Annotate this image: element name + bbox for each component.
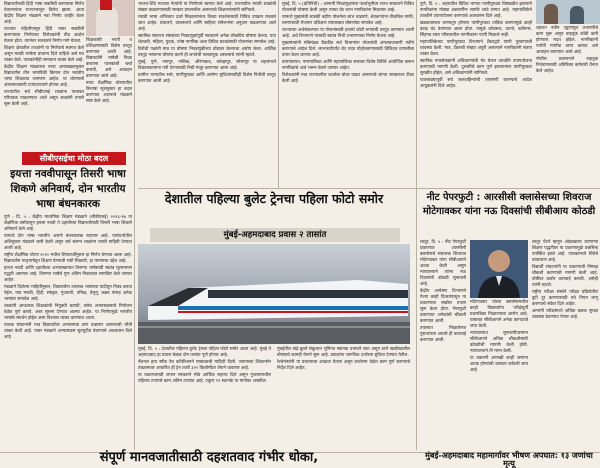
bullet-train-icon bbox=[138, 244, 410, 344]
top-left-text-2: शिक्षकांची भरती व प्रशिक्षणासाठी विशेष तरतूद करण्यात आली आहे. विद्यार्थ्यांनी भाषेची निवड करताना पालकांशी चर्चा करावी, असे आवाहन करण्यात आले आहे. नव्या शैक्षणिक धोरणातील त्रिभाषा सूत्रानुसार हा बदल करण्यात आल्याचे मंडळाने स्पष्ट केले आहे. bbox=[86, 38, 132, 104]
top-right-photo bbox=[536, 0, 600, 24]
middle-text: मुंबई, दि. ५ (प्रतिनिधी) : आगामी निवडणुकांच्या पार्श्वभूमीवर राज्य सरकारने विविध योजनांची घोषणा केली असून त्याचा थेट लाभ नागरिकांना मिळणार आहे. यामध्ये मुख्यमंत्री लाडकी बहीण योजनेचा लाभ वाढवणे, शेतकऱ्यांना वीजबिल माफी, तरुणांसाठी रोजगार प्रशिक्षण यांसारख्या घोषणांचा समावेश आहे. राज्याच्या अर्थसंकल्पात या योजनांसाठी हजारो कोटी रुपयांची तरतूद करण्यात आली आहे. अर्थ विभागाने यासाठी स्वतंत्र निधी उभारण्याचा निर्णय घेतला आहे. मुख्यमंत्र्यांनी मंत्रिमंडळ बैठकीत सर्व विभागांना योजनांची अंमलबजावणी गतीने करण्याचे आदेश दिले. लाभार्थ्यांपर्यंत थेट मदत पोहोचवण्यासाठी डिजिटल प्रणालीचा वापर केला जाणार आहे. ग्रामपंचायत, नगरपालिका आणि महापालिका स्तरावर विशेष शिबिरे आयोजित करून नागरिकांचे अर्ज भरून घेतले जाणार आहेत. विरोधकांनी मात्र राज्यावरील कर्जाचा बोजा वाढत असल्याचे सांगत सरकारवर टीका केली आहे. bbox=[282, 2, 414, 84]
bottom-right-headline: मुंबई-अहमदाबाद महामार्गावर भीषण अपघात: १३ जणांचा मृत्यू bbox=[425, 451, 593, 468]
bullet-train-headline: देशातील पहिल्या बुलेट ट्रेनचा पहिला फोटो समोर bbox=[164, 191, 384, 206]
cbse-body: पुणे : दि. ५ : केंद्रीय माध्यमिक शिक्षण मंडळाने (सीबीएसई) २०२६-२७ या शैक्षणिक वर्षापासून इयत्ता नववी ते दहावीच्या विद्यार्थ्यांसाठी तिसरी भाषा शिकणे अनिवार्य केले आहे. यामध्ये दोन भाषा भारतीय असणे बंधनकारक राहणार आहे. यासंदर्भातील अधिसूचना मंडळाने जारी केली असून सर्व संलग्न शाळांना त्याची माहिती देण्यात आली आहे. राष्ट्रीय शैक्षणिक धोरण २०२० मधील शिफारशींनुसार हा निर्णय घेण्यात आला आहे. विद्यार्थ्यांना मातृभाषेतून शिक्षण घेण्याची संधी मिळावी, हा यामागचा उद्देश आहे. इयत्ता नववी आणि दहावीच्या अभ्यासक्रमात तिसऱ्या भाषेसाठी स्वतंत्र मूल्यमापन पद्धती असणार आहे. तिसऱ्या भाषेचे गुण अंतिम निकालात समाविष्ट केले जाणार आहेत. मंडळाने दिलेल्या माहितीनुसार, विद्यार्थ्यांना उपलब्ध भाषांच्या यादीतून निवड करता येईल. यात मराठी, हिंदी, संस्कृत, गुजराती, तमिळ, तेलुगू, कन्नड यांसह अनेक भाषांचा समावेश आहे. शाळांनी आवश्यक शिक्षकांची नियुक्ती करावी, तसेच अभ्यासक्रमाचे नियोजन वेळेत पूर्ण करावे, अशा सूचना देण्यात आल्या आहेत. या निर्णयामुळे भारतीय भाषांचे संवर्धन होईल असा विश्वास व्यक्त करण्यात आला. पालक संघटनांनी मात्र विद्यार्थ्यांवर अभ्यासाचा ताण वाढणार असल्याची भीती व्यक्त केली आहे. यावर मंडळाने अभ्यासक्रम सुटसुटीत ठेवण्याचे आश्वासन दिले आहे. bbox=[4, 215, 132, 340]
bottom-left-headline: संपूर्ण मानवजातीसाठी दहशतवाद गंभीर धोका, bbox=[99, 450, 319, 465]
middle-left-text: भाजप-शिंदे गटाच्या नेत्यांनी या निर्णयाचे स्वागत केले आहे. राज्यातील मराठी शाळांची संख्या वाढवण्यासाठी सरकार प्रयत्नशील असल्याचे शिक्षणमंत्र्यांनी सांगितले. मराठी भाषा अभिजात दर्जा मिळाल्यानंतर तिच्या संवर्धनासाठी विविध उपक्रम राबवले जात आहेत. ग्रंथालये, वाचनालये आणि साहित्य संमेलनांना अनुदान वाढवण्यात आले आहे. स्थानिक स्वराज्य संस्थांच्या निवडणुकांपूर्वी सरकारने अनेक लोकप्रिय घोषणा केल्या. यात शेतकरी, महिला, युवक, ज्येष्ठ नागरिक अशा विविध घटकांसाठी योजनांचा समावेश आहे. विरोधी पक्षांनी मात्र या घोषणा निवडणुकीच्या तोंडावर केल्याचा आरोप केला. आर्थिक तरतूद नसताना घोषणा करणे ही जनतेची फसवणूक असल्याचे त्यांनी म्हटले. मुंबई, पुणे, नागपूर, नाशिक, औरंगाबाद, कोल्हापूर, सोलापूर या शहरांमध्ये विकासकामांना गती देण्यासाठी निधी मंजूर करण्यात आला आहे. ग्रामीण भागातील रस्ते, पाणीपुरवठा आणि आरोग्य सुविधांसाठीही विशेष निधीची तरतूद करण्यात आली आहे. bbox=[138, 2, 276, 84]
cbse-tag: सीबीएसईचा मोठा बदल bbox=[22, 152, 126, 165]
neet-body-left: लातूर, दि. ५ : नीट पेपरफुटी प्रकरणात आरसीसी क्लासेसचे संचालक शिवराज मोटेगावकर यांना सीबीआयने अटक केली असून न्यायालयाने त्यांना नऊ दिवसांची कोठडी सुनावली आहे. केंद्रीय अन्वेषण विभागाने गेल्या काही दिवसांपासून या प्रकरणाचा सखोल तपास सुरू केला होता. पेपरफुटी प्रकरणात अनेकांची चौकशी करण्यात आली. तपासात मिळालेल्या पुराव्यांच्या आधारे ही कारवाई करण्यात आली. bbox=[420, 240, 466, 343]
right-text-2: शहरात नवीन उड्डाणपूल उभारणीचे काम सुरू असून वाहतूक कोंडी कमी होण्यास मदत होईल. नागरिकांनी पर्यायी मार्गांचा वापर करावा असे आवाहन करण्यात आले आहे. पोलीस प्रशासनाने वाहतूक नियंत्रणासाठी अतिरिक्त कर्मचारी तैनात केले आहेत. bbox=[536, 26, 598, 74]
neet-body-right: लातूर पॅटर्न म्हणून ओळखल्या जाणाऱ्या शिक्षण पद्धतीवर या प्रकरणामुळे प्रश्नचिन्ह उपस्थित झाले आहे. पालकांमध्ये चिंतेचे वातावरण आहे. विद्यार्थी संघटनांनी या प्रकरणाची निष्पक्ष चौकशी करण्याची मागणी केली आहे. दोषींवर कठोर कारवाई करावी, असेही त्यांनी म्हटले. राष्ट्रीय परीक्षा संस्थेने परीक्षा प्रक्रियेतील त्रुटी दूर करण्यासाठी नवे नियम लागू करण्याचे संकेत दिले आहेत. आगामी परीक्षांमध्ये अधिक कडक सुरक्षा व्यवस्था ठेवण्यात येणार आहे. bbox=[532, 240, 598, 320]
portrait-icon bbox=[470, 240, 528, 298]
bullet-train-photo bbox=[138, 244, 410, 344]
neet-headline: नीट पेपरफुटी : आरसीसी क्लासेसच्या शिवराज मोटेगावकर यांना नऊ दिवसांची सीबीआय कोठडी bbox=[422, 192, 596, 217]
cbse-headline: इयत्ता नववीपासून तिसरी भाषा शिकणे अनिवार्य, दोन भारतीय भाषा बंधनकारक bbox=[10, 168, 126, 210]
top-left-text: विद्यार्थ्यांसाठी हिंदी भाषा सक्तीची करण्याचा निर्णय घेतल्यानंतर राज्यभरातून विरोध झाला. आता केंद्रीय शिक्षण मंडळाने नवा निर्णय जाहीर केला आहे. राज्यात पहिलीपासून हिंदी भाषा सक्तीची करण्याच्या निर्णयावर विरोधकांनी तीव्र आक्षेप घेतला होता. त्यानंतर सरकारने निर्णय मागे घेतला. शिक्षण क्षेत्रातील तज्ज्ञांनी या निर्णयाचे स्वागत केले असून मराठी भाषेला प्राधान्य दिले पाहिजे असे मत व्यक्त केले. पालकांनीही समाधान व्यक्त केले आहे. केंद्रीय शिक्षण मंडळाच्या नव्या आराखड्यानुसार विद्यार्थ्यांना तीन भाषांपैकी किमान दोन भारतीय भाषा शिकाव्या लागणार आहेत. या धोरणाची अंमलबजावणी टप्प्याटप्प्याने होणार आहे. राज्यातील सर्व सीबीएसई शाळांना याबाबत परिपत्रक पाठवण्यात आले असून शाळांनी तयारी सुरू केली आहे. bbox=[4, 2, 84, 107]
bullet-train-subhead: मुंबई-अहमदाबाद प्रवास २ तासांत bbox=[150, 228, 400, 242]
neet-body-mid: मोटेगावकर यांच्या क्लासेसमधील काही विद्यार्थ्यांना परीक्षेपूर्वी प्रश्नपत्रिका मिळाल्याचा आरोप आहे. याबाबत सीबीआयने अनेक कागदपत्रे जप्त केली. न्यायालयात सुनावणीदरम्यान सीबीआयने अधिक चौकशीसाठी कोठडीची मागणी केली होती. न्यायालयाने ती मान्य केली. या प्रकरणी आणखी काही जणांना अटक होण्याची शक्यता वर्तवली जात आहे. bbox=[470, 300, 528, 373]
right-text: पुणे, दि. ५ : शहरातील विविध भागात पाणीपुरवठा विस्कळीत झाल्याने नागरिकांना मोठ्या अडचणींना सामोरे जावे लागत आहे. महापालिकेने तातडीने उपाययोजना करण्याचे आश्वासन दिले आहे. खडकवासला धरणातून होणारा पाणीपुरवठा तांत्रिक कारणामुळे काही काळ बंद ठेवण्यात आला होता. यामुळे कोथरूड, वारजे, कर्वेनगर, सिंहगड रस्ता परिसरातील नागरिकांना पाणी मिळाले नाही. महापालिकेच्या पाणीपुरवठा विभागाने टँकरद्वारे पाणी पुरवण्याची व्यवस्था केली. मात्र, टँकरची संख्या अपुरी असल्याने नागरिकांनी संताप व्यक्त केला. स्थानिक नगरसेवकांनी अधिकाऱ्यांची भेट घेऊन तातडीने उपाययोजना करण्याची मागणी केली. दुरुस्तीचे काम पूर्ण झाल्यानंतर पाणीपुरवठा सुरळीत होईल, असे अधिकाऱ्यांनी सांगितले. पावसाळ्यापूर्वी सर्व जलवाहिन्यांची तपासणी करण्याचे आदेश आयुक्तांनी दिले आहेत. bbox=[420, 2, 532, 89]
bullet-train-caption: मुंबई, दि. ५ : देशातील पहिल्या बुलेट ट्रेनचा पहिला फोटो समोर आला आहे. मुंबई ते अहमदाबाद हा प्रवास केवळ दोन तासांत पूर्ण होणार आहे. नॅशनल हाय स्पीड रेल कॉर्पोरेशनने याबाबतची माहिती दिली. जपानच्या शिंकान्सेन तंत्रज्ञानावर आधारित ही ट्रेन ताशी ३२० किलोमीटर वेगाने धावणार आहे. या प्रकल्पासाठी जपान सरकारने मोठे आर्थिक सहाय्य दिले असून गुजरातमधील पहिल्या टप्प्याचे काम अंतिम टप्प्यात आहे. एकूण १२ स्थानके या मार्गावर असतील. मुंबईतील वांद्रे-कुर्ला संकुलात भूमिगत स्थानक उभारले जात असून ठाणे खाडीखालील बोगद्याचे कामही वेगाने सुरू आहे. प्रवाशांना जागतिक दर्जाच्या सुविधा देण्यात येतील. रेल्वेमंत्र्यांनी या प्रकल्पाचा आढावा घेतला असून ठरलेल्या वेळेत काम पूर्ण करण्याचे निर्देश दिले आहेत. bbox=[138, 347, 410, 384]
top-photo-left bbox=[86, 0, 134, 36]
neet-portrait bbox=[470, 240, 528, 298]
